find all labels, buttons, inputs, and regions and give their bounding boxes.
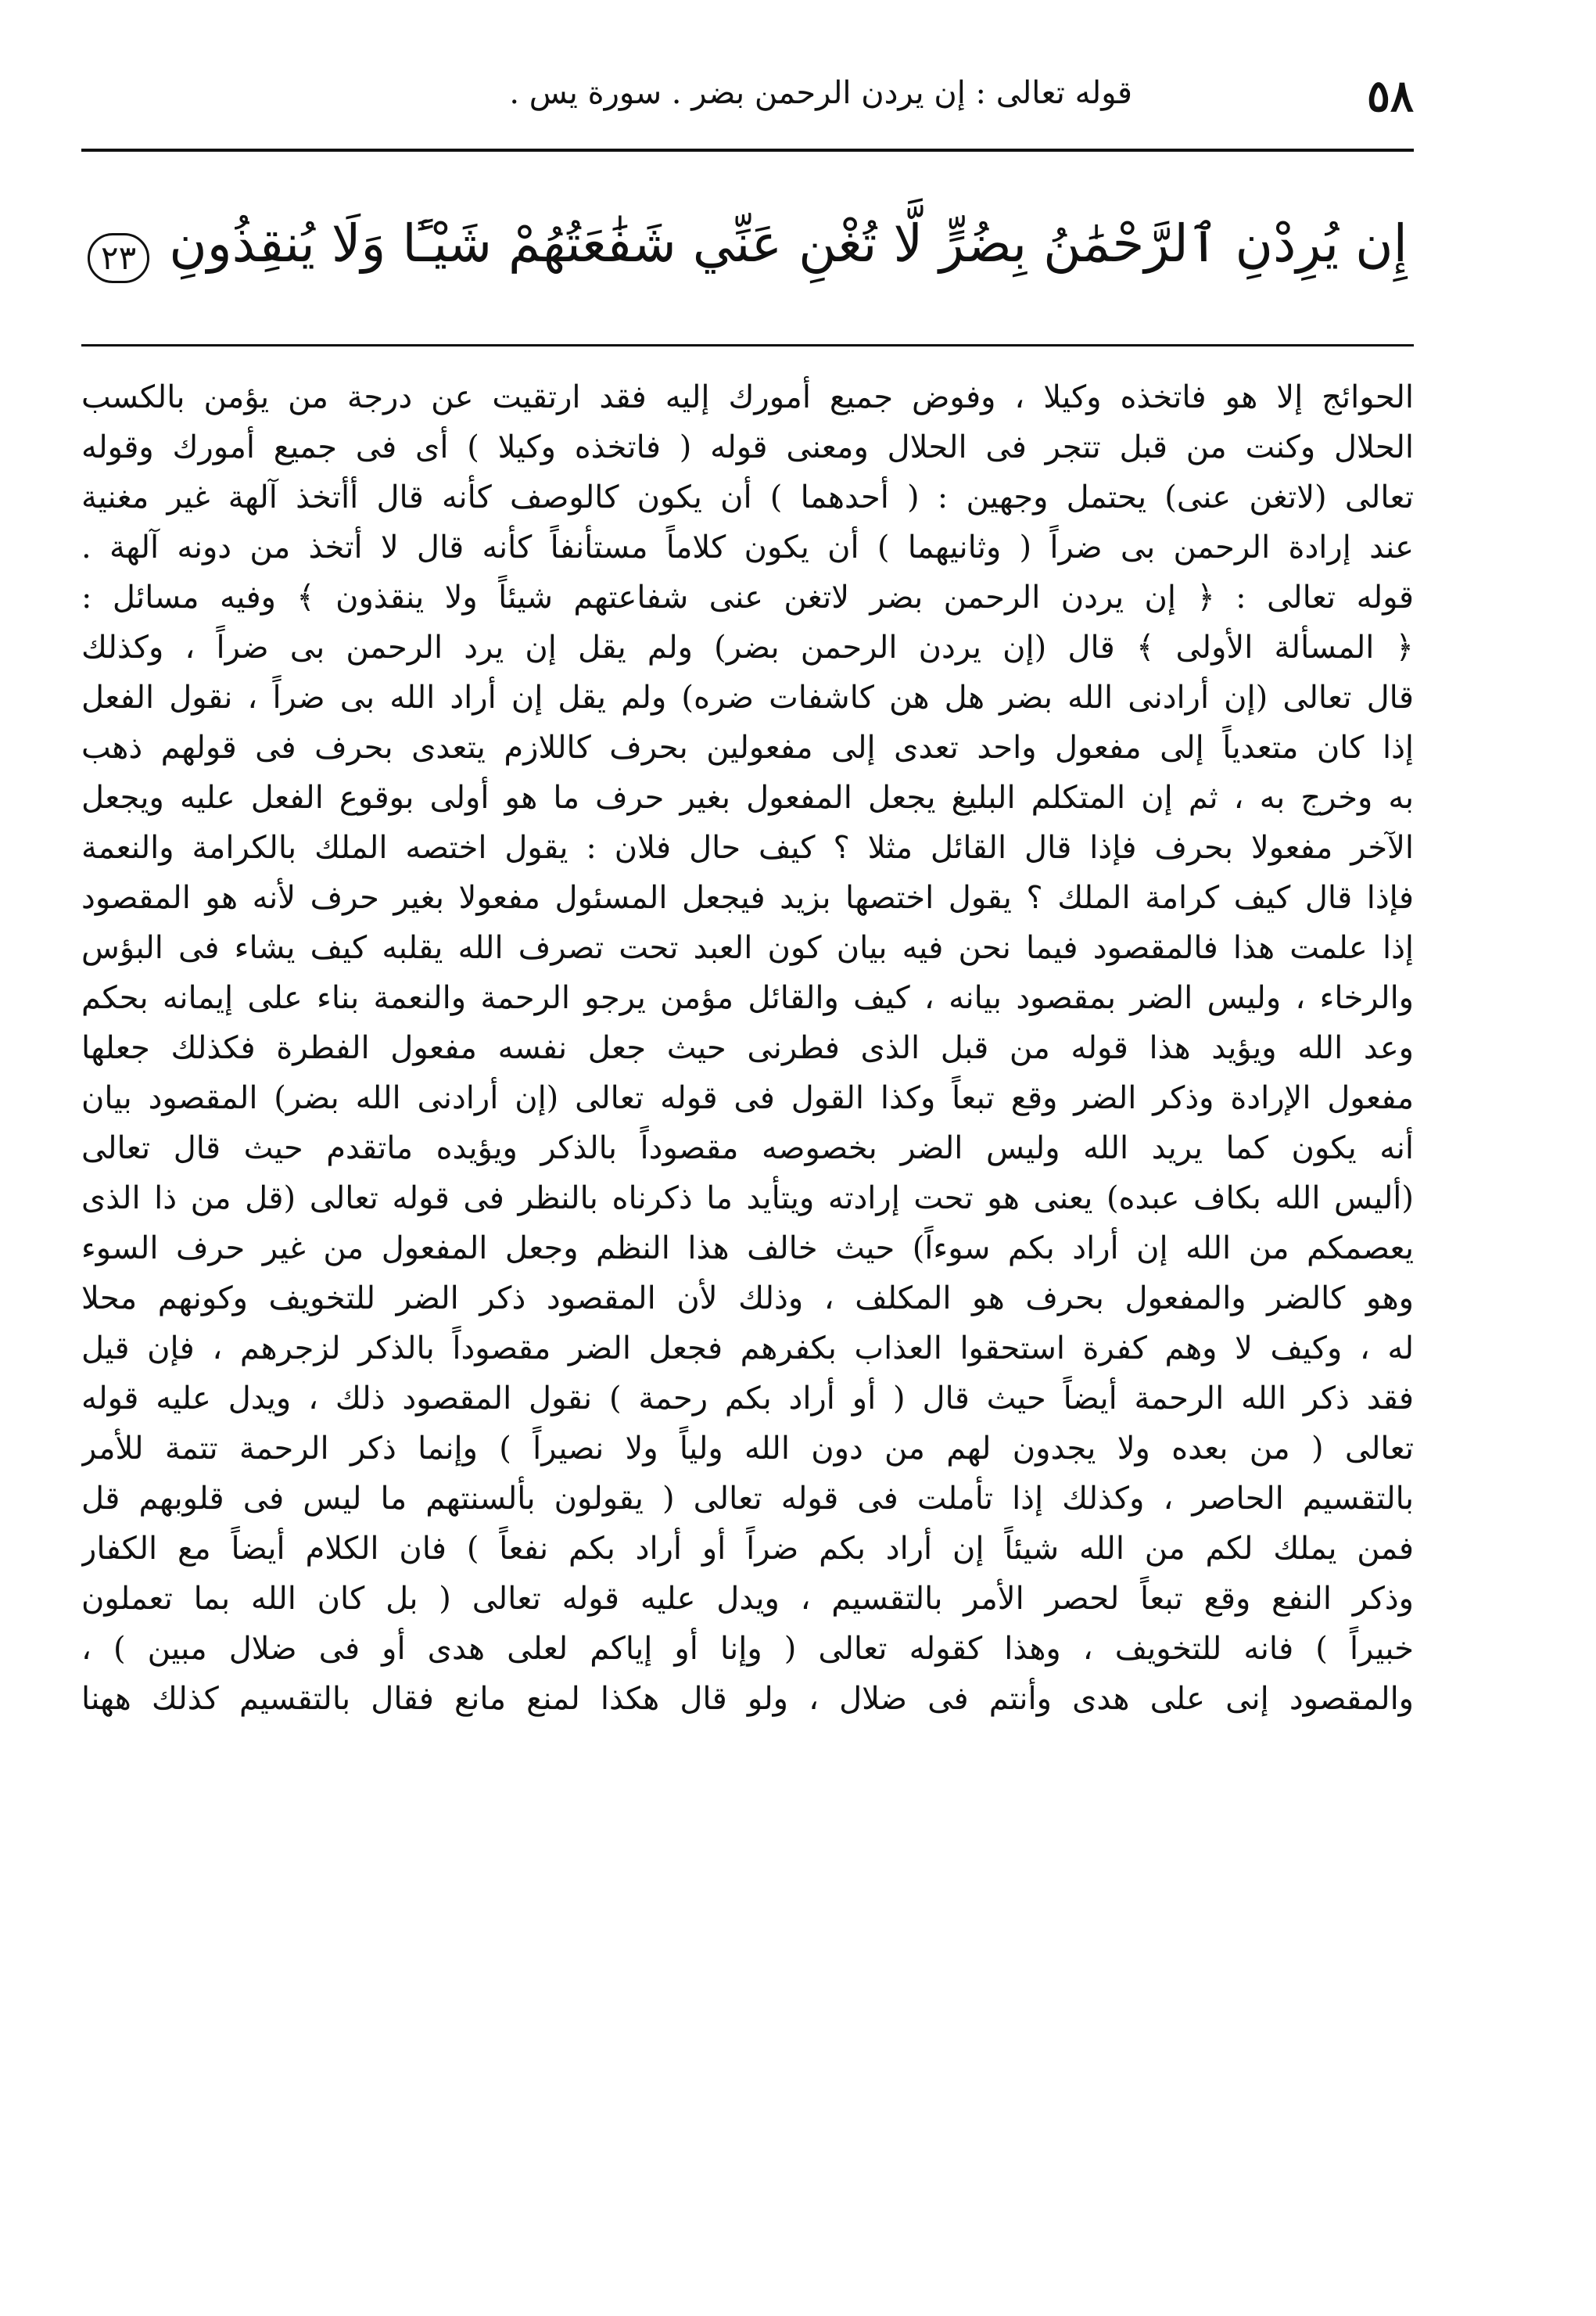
text-line: ﴿ المسألة الأولى ﴾ قال (إن يردن الرحمن بضر) ولم يقل إن يرد الرحمن بى ضراً ، وكذلك: [81, 630, 1414, 666]
text-line: به وخرج به ، ثم إن المتكلم البليغ يجعل المفعول بغير حرف ما هو أولى بوقوع الفعل عليه ويجعل: [81, 780, 1414, 816]
text-line: فإذا قال كيف كرامة الملك ؟ يقول اختصها بزيد فيجعل المسئول مفعولا بغير حرف لأنه هو المقصود: [81, 880, 1414, 916]
text-line: إذا كان متعدياً إلى مفعول واحد تعدى إلى مفعولين بحرف كاللازم يتعدى بحرف فى قولهم ذهب: [81, 730, 1414, 766]
quran-verse: [81, 166, 1414, 322]
text-line: عند إرادة الرحمن بى ضراً ( وثانيهما ) أن يكون كلاماً مستأنفاً كأنه قال لا أتخذ من دونه آلهة .: [81, 530, 1414, 566]
text-line: مفعول الإرادة وذكر الضر وقع تبعاً وكذا القول فى قوله تعالى (إن أرادنى الله بضر) المقصود بيان: [81, 1080, 1414, 1116]
text-line: خبيراً ) فانه للتخويف ، وهذا كقوله تعالى ( وإنا أو إياكم لعلى هدى أو فى ضلال مبين ) ،: [81, 1631, 1414, 1667]
text-line: بالتقسيم الحاصر ، وكذلك إذا تأملت فى قوله تعالى ( يقولون بألسنتهم ما ليس فى قلوبهم قل: [81, 1481, 1414, 1517]
text-line: وعد الله ويؤيد هذا قوله من قبل الذى فطرنى حيث جعل نفسه مفعول الفطرة فكذلك جعلها: [81, 1030, 1414, 1066]
text-line: الحلال وكنت من قبل تتجر فى الحلال ومعنى قوله ( فاتخذه وكيلا ) أى فى جميع أمورك وقوله: [81, 429, 1414, 465]
text-line: له ، وكيف لا وهم كفرة استحقوا العذاب بكفرهم فجعل الضر مقصوداً بالذكر لزجرهم ، فإن قيل: [81, 1330, 1414, 1366]
text-line: تعالى (لاتغن عنى) يحتمل وجهين : ( أحدهما ) أن يكون كالوصف كأنه قال أأتخذ آلهة غير مغنية: [81, 479, 1414, 515]
verse-number-badge: ٢٣: [88, 233, 149, 283]
page-number: ٥٨: [1366, 70, 1414, 122]
running-title: قوله تعالى : إن يردن الرحمن بضر . سورة يس .: [509, 75, 1132, 111]
commentary-body: [81, 372, 1414, 2265]
text-line: قال تعالى (إن أرادنى الله بضر هل هن كاشفات ضره) ولم يقل إن أراد الله بى ضراً ، نقول الفعل: [81, 680, 1414, 716]
text-line: (أليس الله بكاف عبده) يعنى هو تحت إرادته ويتأيد ما ذكرناه بالنظر فى قوله تعالى (قل من ذا الذى: [81, 1180, 1414, 1216]
text-line: وذكر النفع وقع تبعاً لحصر الأمر بالتقسيم ، ويدل عليه قوله تعالى ( بل كان الله بما تعملون: [81, 1581, 1414, 1617]
text-line: والمقصود إنى على هدى وأنتم فى ضلال ، ولو قال هكذا لمنع مانع فقال بالتقسيم كذلك ههنا: [81, 1681, 1414, 1717]
text-line: تعالى ( من بعده ولا يجدون لهم من دون الله ولياً ولا نصيراً ) وإنما ذكر الرحمة تتمة للأمر: [81, 1431, 1414, 1467]
text-line: إذا علمت هذا فالمقصود فيما نحن فيه بيان كون العبد تحت تصرف الله يقلبه كيف يشاء فى البؤس: [81, 930, 1414, 966]
text-line: قوله تعالى : ﴿ إن يردن الرحمن بضر لاتغن عنى شفاعتهم شيئاً ولا ينقذون ﴾ وفيه مسائل :: [81, 580, 1414, 616]
header-divider: [81, 149, 1414, 152]
text-line: أنه يكون كما يريد الله وليس الضر بخصوصه مقصوداً بالذكر ويؤيده ماتقدم حيث قال تعالى: [81, 1130, 1414, 1166]
text-line: فقد ذكر الله الرحمة أيضاً حيث قال ( أو أراد بكم رحمة ) نقول المقصود ذلك ، ويدل عليه قوله: [81, 1381, 1414, 1417]
verse-divider: [81, 344, 1414, 347]
text-line: الآخر مفعولا بحرف فإذا قال القائل مثلا ؟ كيف حال فلان : يقول اختصه الملك بالكرامة والنعمة: [81, 830, 1414, 866]
page-header: [81, 55, 1414, 141]
text-line: وهو كالضر والمفعول بحرف هو المكلف ، وذلك لأن المقصود ذكر الضر للتخويف وكونهم محلا: [81, 1280, 1414, 1316]
text-line: والرخاء ، وليس الضر بمقصود بيانه ، كيف والقائل مؤمن يرجو الرحمة والنعمة بناء على إيمانه بحكم: [81, 980, 1414, 1016]
verse-text: إِن يُرِدْنِ ٱلرَّحْمَٰنُ بِضُرٍّ لَّا تُغْنِ عَنِّي شَفَٰعَتُهُمْ شَيْـًٔا وَلَا يُنقِذُونِ: [169, 214, 1408, 274]
text-line: يعصمكم من الله إن أراد بكم سوءاً) حيث خالف هذا النظم وجعل المفعول من غير حرف السوء: [81, 1230, 1414, 1266]
text-line: فمن يملك لكم من الله شيئاً إن أراد بكم ضراً أو أراد بكم نفعاً ) فان الكلام أيضاً مع الكفار: [81, 1531, 1414, 1567]
text-line: الحوائج إلا هو فاتخذه وكيلا ، وفوض جميع أمورك إليه فقد ارتقيت عن درجة من يؤمن بالكسب: [81, 379, 1414, 415]
